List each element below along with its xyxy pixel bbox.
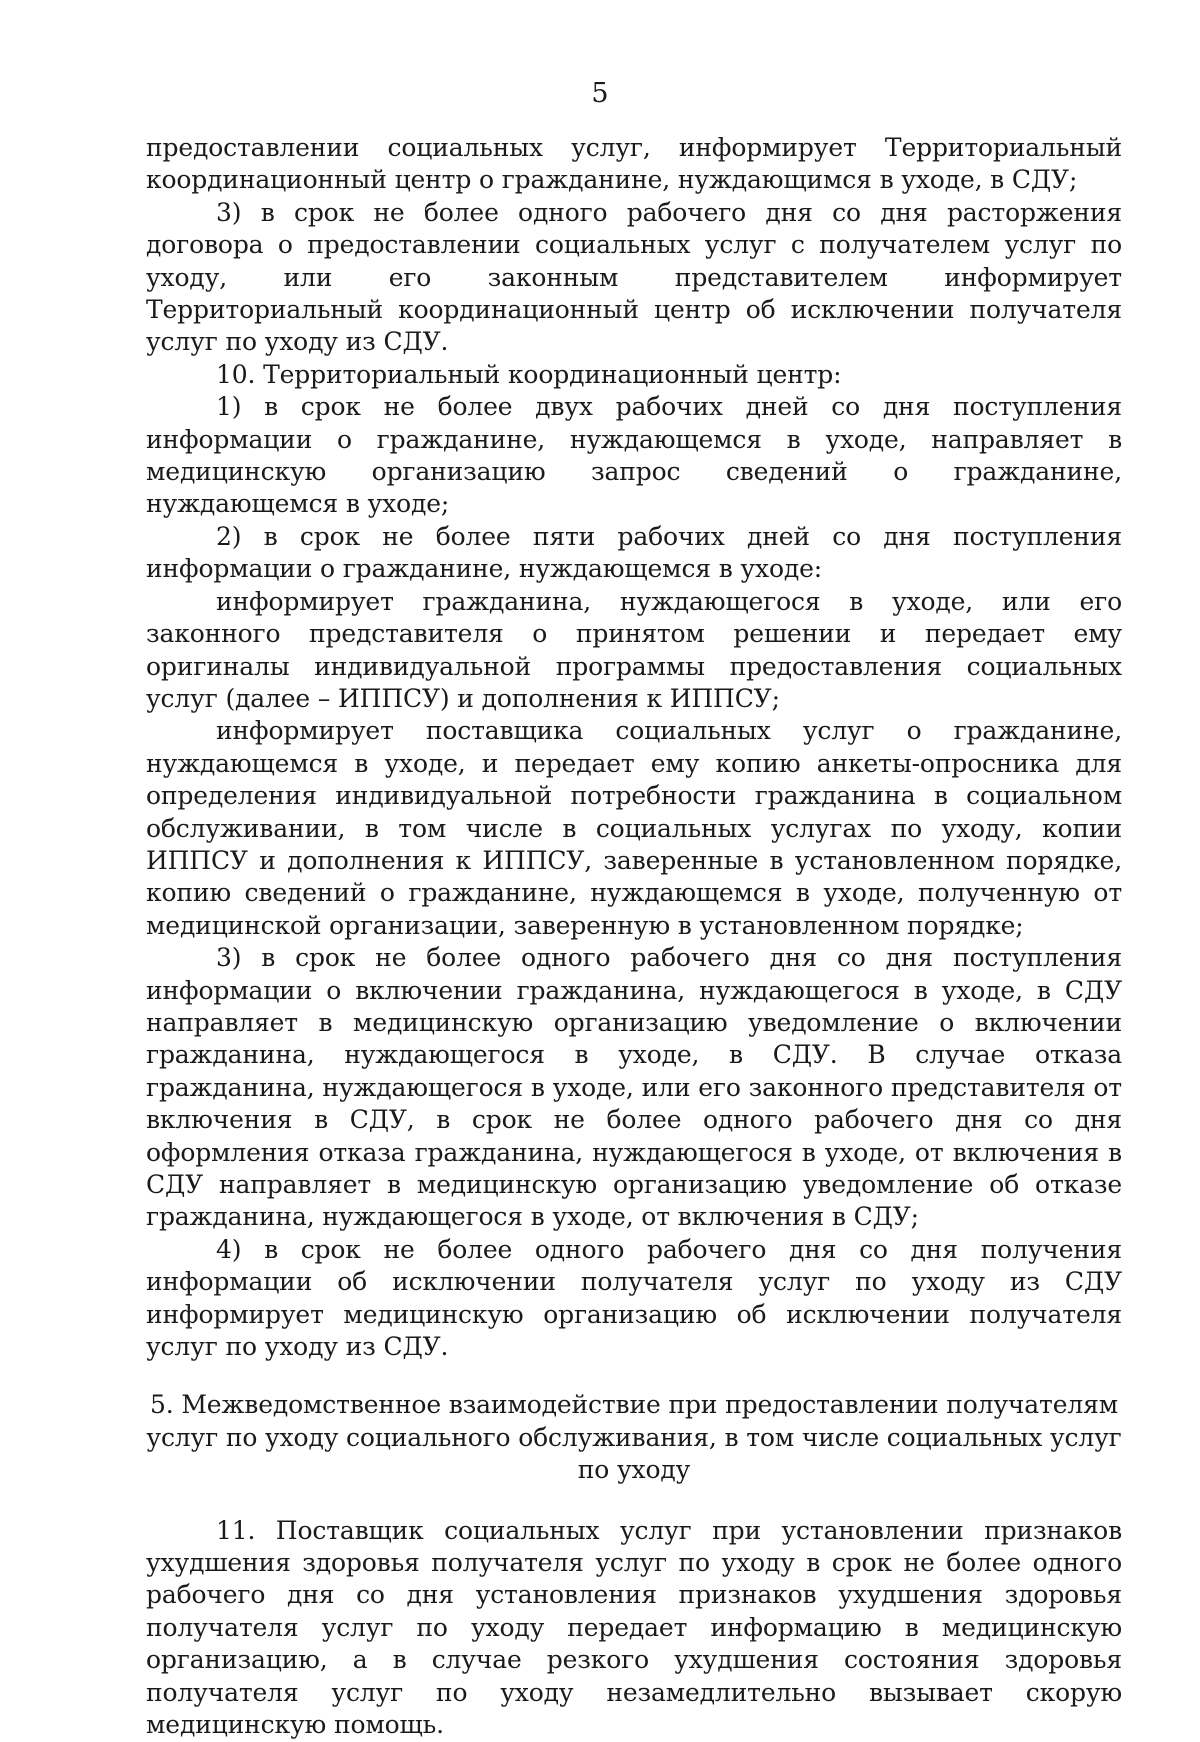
page-number: 5 xyxy=(591,78,609,109)
paragraph-point-11: 11. Поставщик социальных услуг при установлении признаков ухудшения здоровья получателя услуг по уходу в срок не более одного рабочего дня со дня установления признаков ухудшения здоровья получателя услуг по уходу передает информацию в медицинскую организацию, а в случае резкого ухудшения состояния здоровья получателя услуг по уходу незамедлительно вызывает скорую медицинскую помощь. xyxy=(146,1515,1122,1740)
paragraph-item-9-3: 3) в срок не более одного рабочего дня со дня расторжения договора о предоставлении социальных услуг с получателем услуг по уходу, или его законным представителем информирует Территориальный координационный центр об исключении получателя услуг по уходу из СДУ. xyxy=(146,197,1122,357)
paragraph-item-10-1: 1) в срок не более двух рабочих дней со дня поступления информации о гражданине, нуждающемся в уходе, направляет в медицинскую организацию запрос сведений о гражданине, нуждающемся в уходе; xyxy=(146,392,1122,519)
paragraph-item-10-2-b: информирует поставщика социальных услуг о гражданине, нуждающемся в уходе, и передает ему копию анкеты-опросника для определения индивидуальной потребности гражданина в социальном обслуживании, в том числе в социальных услугах по уходу, копии ИППСУ и дополнения к ИППСУ, заверенные в установленном порядке, копию сведений о гражданине, нуждающемся в уходе, полученную от медицинской организации, заверенную в установленном порядке; xyxy=(146,716,1122,940)
paragraph-item-10-2-a: информирует гражданина, нуждающегося в уходе, или его законного представителя о принятом решении и передает ему оригиналы индивидуальной программы предоставления социальных услуг (далее – ИППСУ) и дополнения к ИППСУ; xyxy=(146,586,1122,713)
section-heading: 5. Межведомственное взаимодействие при предоставлении получателям услуг по уходу социального обслуживания, в том числе социальных услуг по уходу xyxy=(146,1390,1122,1485)
document-body xyxy=(146,132,1122,1742)
paragraph-item-10-2: 2) в срок не более пяти рабочих дней со дня поступления информации о гражданине, нуждающемся в уходе: xyxy=(146,521,1122,584)
paragraph-item-10-4: 4) в срок не более одного рабочего дня со дня получения информации об исключении получателя услуг по уходу из СДУ информирует медицинскую организацию об исключении получателя услуг по уходу из СДУ. xyxy=(146,1234,1122,1362)
paragraph-item-10-3: 3) в срок не более одного рабочего дня со дня поступления информации о включении гражданина, нуждающегося в уходе, в СДУ направляет в медицинскую организацию уведомление о включении гражданина, нуждающегося в уходе, в СДУ. В случае отказа гражданина, нуждающегося в уходе, или его законного представителя от включения в СДУ, в срок не более одного рабочего дня со дня оформления отказа гражданина, нуждающегося в уходе, от включения в СДУ направляет в медицинскую организацию уведомление об отказе гражданина, нуждающегося в уходе, от включения в СДУ; xyxy=(146,943,1122,1232)
paragraph-point-10: 10. Территориальный координационный центр: xyxy=(216,359,842,389)
paragraph-continuation: предоставлении социальных услуг, информирует Территориальный координационный центр о гражданине, нуждающимся в уходе, в СДУ; xyxy=(146,133,1122,195)
